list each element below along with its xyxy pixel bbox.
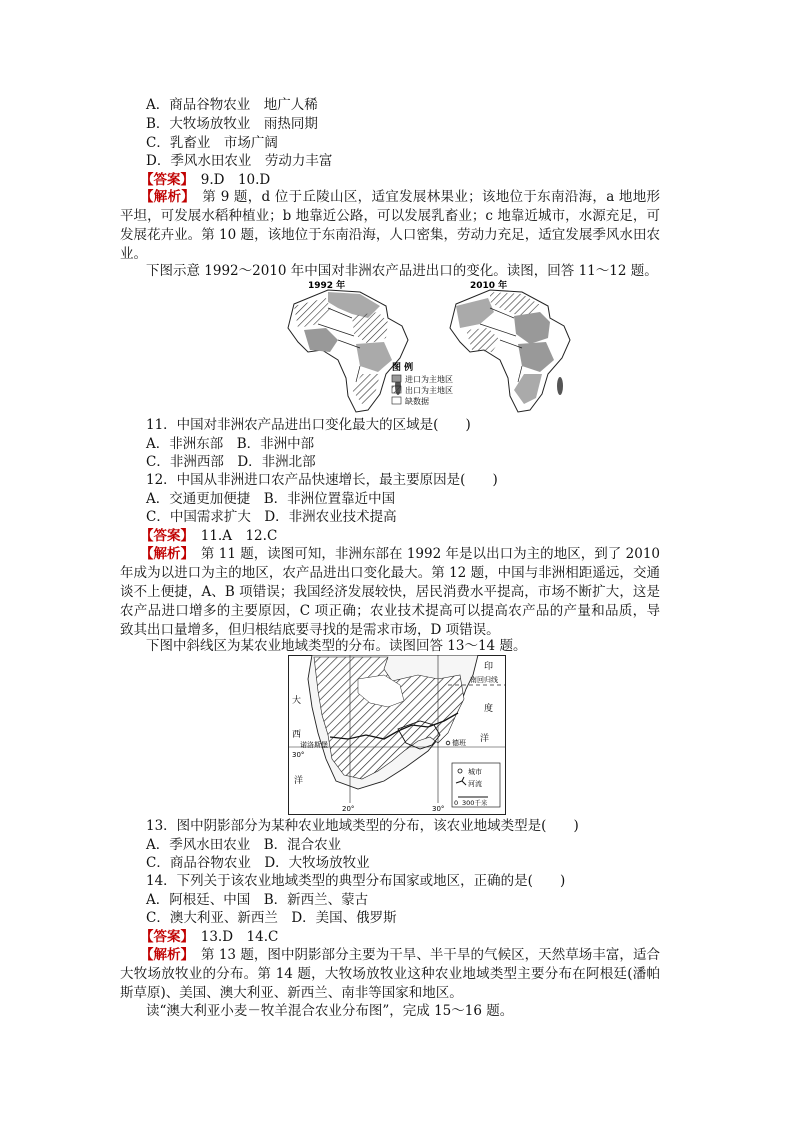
q12-options-cd: C．中国需求扩大 D．非洲农业技术提高 (146, 509, 397, 525)
analysis-text: 第 13 题，图中阴影部分主要为干旱、半干旱的气候区，天然草场丰富，适合大牧场放牧业的分布。第 14 题，大牧场放牧业这种农业地域类型主要分布在阿根廷(潘帕斯草原)、美国、澳大利亚、新西兰、南非等国家和地区。 (120, 947, 660, 1001)
q10-option-c: C．乳畜业 市场广阔 (146, 135, 278, 151)
city-durban-label: 德班 (452, 739, 466, 747)
analysis-9-10 (120, 188, 660, 264)
ocean-atlantic-1: 大 (292, 696, 302, 706)
year-1992-label: 1992 年 (308, 281, 346, 291)
answer-text: 13.D 14.C (187, 929, 279, 945)
q11-options-ab: A．非洲东部 B．非洲中部 (146, 436, 315, 452)
legend-river: 河流 (468, 780, 482, 788)
africa-map-1992 (288, 279, 408, 412)
south-africa-map-figure (288, 655, 506, 815)
lon-20-label: 20° (342, 805, 355, 813)
q10-option-d: D．季风水田农业 劳动力丰富 (146, 153, 333, 169)
intro-13-14: 下图中斜线区为某农业地域类型的分布。读图回答 13～14 题。 (146, 638, 527, 654)
analysis-label: 【解析】 (140, 189, 189, 205)
question-13: 13．图中阴影部分为某种农业地域类型的分布，该农业地域类型是( ) (146, 818, 579, 834)
africa-map-2010 (450, 279, 570, 412)
lon-30-label: 30° (432, 805, 445, 813)
ocean-atlantic-2: 西 (292, 730, 302, 740)
analysis-11-12 (120, 545, 660, 640)
map-legend (392, 361, 453, 406)
legend-import: 进口为主地区 (405, 375, 453, 384)
q10-option-a: A．商品谷物农业 地广人稀 (146, 97, 318, 113)
analysis-label: 【解析】 (140, 546, 188, 562)
ocean-indian-3: 洋 (480, 734, 490, 744)
intro-11-12: 下图示意 1992～2010 年中国对非洲农产品进出口的变化。读图，回答 11～12 题。 (146, 263, 658, 279)
analysis-text: 第 9 题，d 位于丘陵山区，适宜发展林果业；该地位于东南沿海，a 地地形平坦，可发展水稻种植业；b 地靠近公路，可以发展乳畜业；c 地靠近城市，水源充足，可发展花卉业。第 10 题，该地位于东南沿海，人口密集，劳动力充足，适宜发展季风水田农业。 (120, 189, 660, 262)
legend-export: 出口为主地区 (405, 386, 453, 395)
answer-9-10 (140, 171, 270, 189)
answer-text: 9.D 10.D (187, 172, 271, 188)
intro-15-16: 读“澳大利亚小麦－牧羊混合农业分布图”，完成 15～16 题。 (146, 1003, 514, 1019)
answer-label: 【答案】 (140, 929, 188, 945)
answer-label: 【答案】 (140, 528, 188, 544)
tropic-label: 南回归线 (470, 676, 498, 684)
q10-option-b: B．大牧场放牧业 雨热同期 (146, 116, 318, 132)
city-left-label: 诺洛斯堡 (300, 741, 328, 749)
scale-zero: 0 (454, 799, 459, 807)
q11-options-cd: C．非洲西部 D．非洲北部 (146, 454, 316, 470)
q13-options-cd: C．商品谷物农业 D．大牧场放牧业 (146, 855, 370, 871)
legend-title: 图 例 (392, 363, 414, 373)
city-dot (446, 741, 450, 745)
q13-options-ab: A．季风水田农业 B．混合农业 (146, 837, 342, 853)
analysis-text: 第 11 题，读图可知，非洲东部在 1992 年是以出口为主的地区，到了 2010 年成为以进口为主的地区，农产品进出口变化最大。第 12 题，中国与非洲相距遥远，交通谈不上便捷，A、B 项错误；我国经济发展较快，居民消费水平提高，市场不断扩大，这是农产品进口增多的主要原因，C 项正确；农业技术提高可以提高农产品的产量和品质，导致其出口量增多，但归根结底要寻找的是需求市场，D 项错误。 (120, 546, 660, 638)
analysis-13-14 (120, 946, 660, 1003)
ocean-indian-2: 度 (484, 704, 494, 714)
answer-label: 【答案】 (140, 172, 188, 188)
question-12: 12．中国从非洲进口农产品快速增长，最主要原因是( ) (146, 472, 498, 488)
scale-label: 300千米 (462, 799, 488, 807)
q14-options-ab: A．阿根廷、中国 B．新西兰、蒙古 (146, 892, 369, 908)
answer-text: 11.A 12.C (187, 528, 278, 544)
legend-city: 城市 (468, 768, 482, 776)
answer-13-14 (140, 928, 278, 946)
question-14: 14．下列关于该农业地域类型的典型分布国家或地区，正确的是( ) (146, 873, 566, 889)
q14-options-cd: C．澳大利亚、新西兰 D．美国、俄罗斯 (146, 910, 397, 926)
lat-30-label: 30° (292, 751, 305, 759)
q12-options-ab: A．交通更加便捷 B．非洲位置靠近中国 (146, 491, 396, 507)
ocean-indian-1: 印 (484, 662, 494, 672)
ocean-atlantic-3: 洋 (294, 776, 304, 786)
legend-no-data: 缺数据 (405, 397, 429, 406)
analysis-label: 【解析】 (140, 947, 188, 963)
question-11: 11．中国对非洲农产品进出口变化最大的区域是( ) (146, 417, 471, 433)
answer-11-12 (140, 527, 277, 545)
year-2010-label: 2010 年 (470, 281, 508, 291)
africa-trade-map-figure (268, 278, 654, 416)
